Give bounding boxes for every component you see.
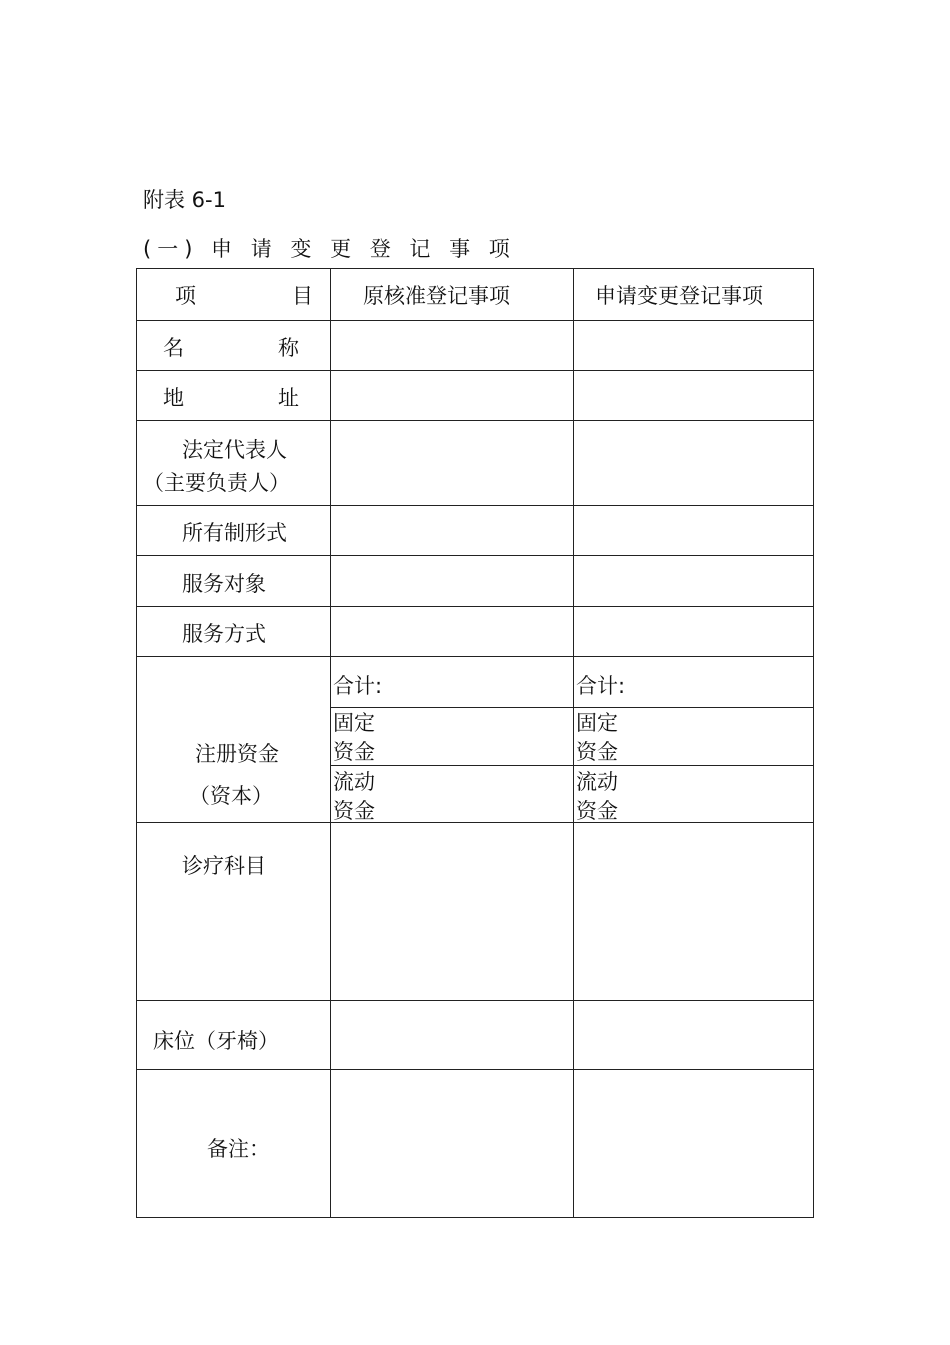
change-fixed-capital-line2: 资金 [576,740,618,764]
change-fixed-capital-line1: 固定 [576,711,618,735]
row-divider [137,320,813,321]
label-ownership: 所有制形式 [182,521,287,545]
label-remarks: 备注： [207,1137,270,1161]
row-divider [137,505,813,506]
change-capital-total: 合计: [576,674,626,698]
row-divider [137,555,813,556]
label-departments: 诊疗科目 [182,854,266,878]
capital-subrow-divider [330,765,813,766]
label-capital-line2: （资本） [189,784,273,808]
row-divider [137,1069,813,1070]
row-divider [137,420,813,421]
original-capital-total: 合计: [333,674,383,698]
label-legal-rep-line2: （主要负责人） [143,471,290,495]
label-service-mode: 服务方式 [182,622,266,646]
original-fixed-capital-line1: 固定 [333,711,375,735]
label-legal-rep-line1: 法定代表人 [182,438,287,462]
label-beds: 床位（牙椅） [153,1029,279,1053]
row-divider [137,606,813,607]
column-divider [330,269,331,1217]
change-current-capital-line1: 流动 [576,770,618,794]
row-divider [137,656,813,657]
row-divider [137,1000,813,1001]
original-current-capital-line2: 资金 [333,799,375,823]
row-divider [137,822,813,823]
original-current-capital-line1: 流动 [333,770,375,794]
label-service-target: 服务对象 [182,572,266,596]
label-capital-line1: 注册资金 [195,742,279,766]
header-original: 原核准登记事项 [363,284,510,308]
row-divider [137,370,813,371]
original-fixed-capital-line2: 资金 [333,740,375,764]
change-registration-form [136,268,814,1218]
capital-subrow-divider [330,707,813,708]
appendix-label: 附表 6-1 [143,188,226,212]
label-address: 地 址 [163,386,299,410]
column-divider [573,269,574,1217]
header-change: 申请变更登记事项 [595,284,763,308]
change-current-capital-line2: 资金 [576,799,618,823]
label-name: 名 称 [163,336,299,360]
section-title: (一) 申 请 变 更 登 记 事 项 [143,237,516,261]
header-item: 项 目 [175,284,313,308]
